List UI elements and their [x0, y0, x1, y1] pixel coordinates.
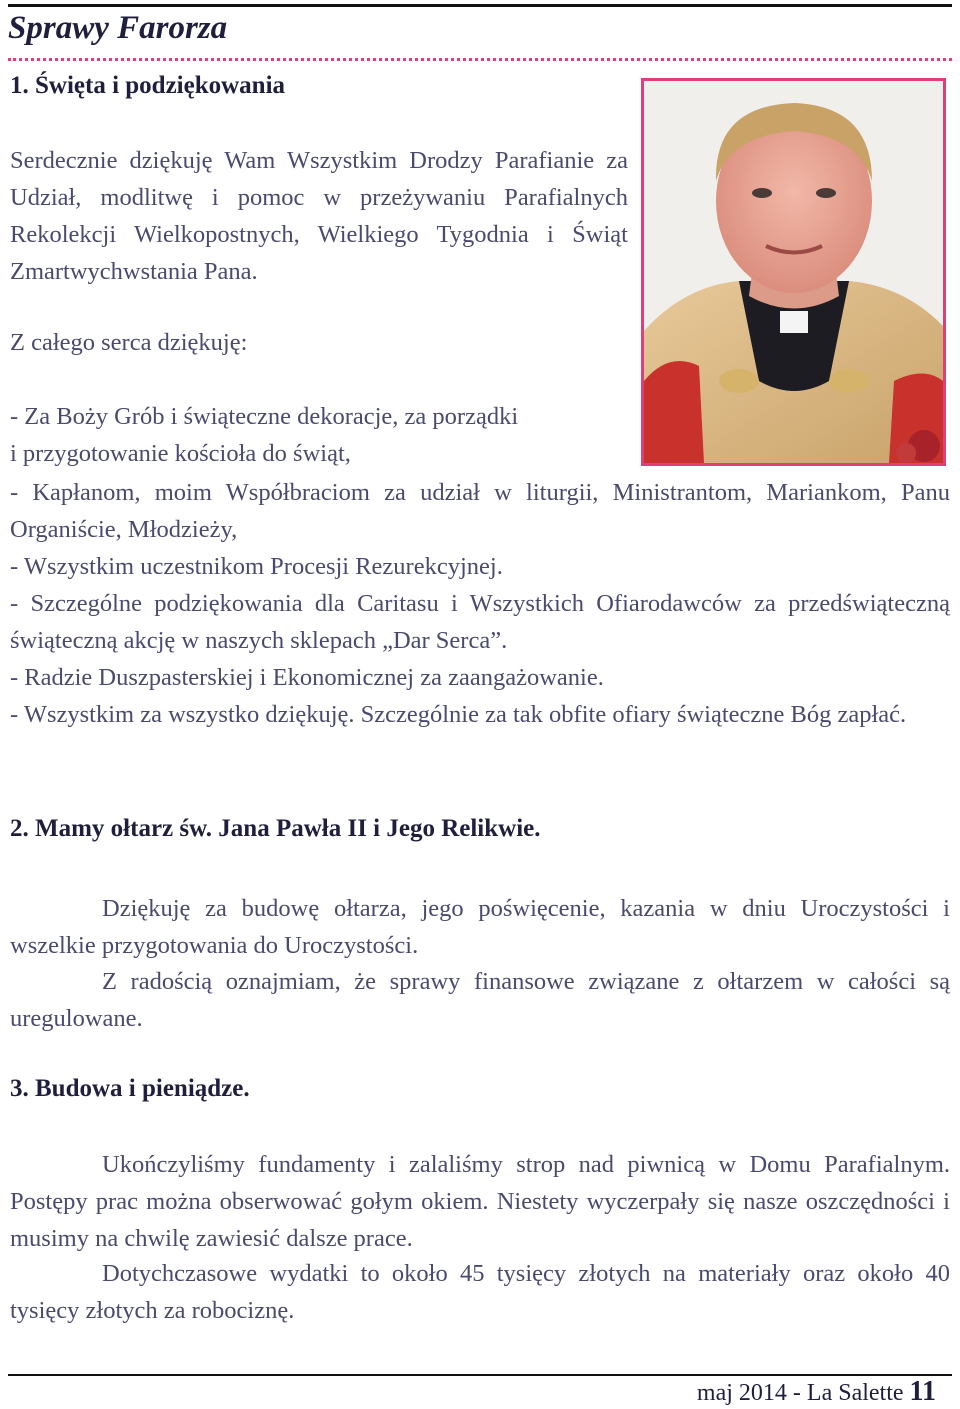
page-number: 11: [909, 1376, 936, 1407]
heading-2: 2. Mamy ołtarz św. Jana Pawła II i Jego Relikwie.: [10, 815, 541, 842]
dotted-rule: [8, 58, 952, 61]
altar-paragraph-2: Z radością oznajmiam, że sprawy finansowe związane z ołtarzem w całości są uregulowane.: [10, 968, 950, 1032]
thanks-item-1-line-1: - Za Boży Grób i świąteczne dekoracje, za porządki: [10, 403, 519, 430]
heading-1: 1. Święta i podziękowania: [10, 72, 286, 99]
building-paragraph-1: Ukończyliśmy fundamenty i zalaliśmy strop nad piwnicą w Domu Parafialnym. Postępy prac można obserwować gołym okiem. Niestety wyczerpały się nasze oszczędności i musimy na chwilę zawiesić dalsze prace.: [10, 1151, 950, 1252]
altar-paragraph-1: Dziękuję za budowę ołtarza, jego poświęcenie, kazania w dniu Uroczystości i wszelkie przygotowania do Uroczystości.: [10, 895, 950, 959]
thanks-lead: Z całego serca dziękuję:: [10, 329, 248, 356]
priest-portrait-icon: [644, 81, 943, 463]
section-header: Sprawy Farorza: [8, 10, 228, 46]
thanks-item-1-line-2: i przygotowanie kościoła do świąt,: [10, 440, 351, 467]
thanks-items: - Kapłanom, moim Współbraciom za udział w liturgii, Ministrantom, Mariankom, Panu Organiście, Młodzieży, - Wszystkim uczestnikom Procesji Rezurekcyjnej. - Szczególne podziękowania dla Caritasu i Wszystkich Ofiarodawców za przedświąteczną świąteczną akcję w naszych sklepach „Dar Serca”. - Radzie Duszpasterskiej i Ekonomicznej za zaangażowanie. - Wszystkim za wszystko dziękuję. Szczególnie za tak obfite ofiary świąteczne Bóg zapłać.: [10, 479, 950, 728]
priest-photo: [641, 78, 946, 466]
heading-3: 3. Budowa i pieniądze.: [10, 1075, 250, 1102]
top-rule: [8, 4, 952, 7]
building-paragraph-2: Dotychczasowe wydatki to około 45 tysięcy złotych na materiały oraz około 40 tysięcy złotych za robociznę.: [10, 1260, 950, 1324]
issue-label: maj 2014 - La Salette: [696, 1380, 904, 1406]
intro-paragraph: Serdecznie dziękuję Wam Wszystkim Drodzy Parafianie za Udział, modlitwę i pomoc w przeżywaniu Parafialnych Rekolekcji Wielkopostnych, Wielkiego Tygodnia i Świąt Zmartwychwstania Pana.: [10, 147, 628, 285]
page-footer: [697, 1376, 936, 1408]
